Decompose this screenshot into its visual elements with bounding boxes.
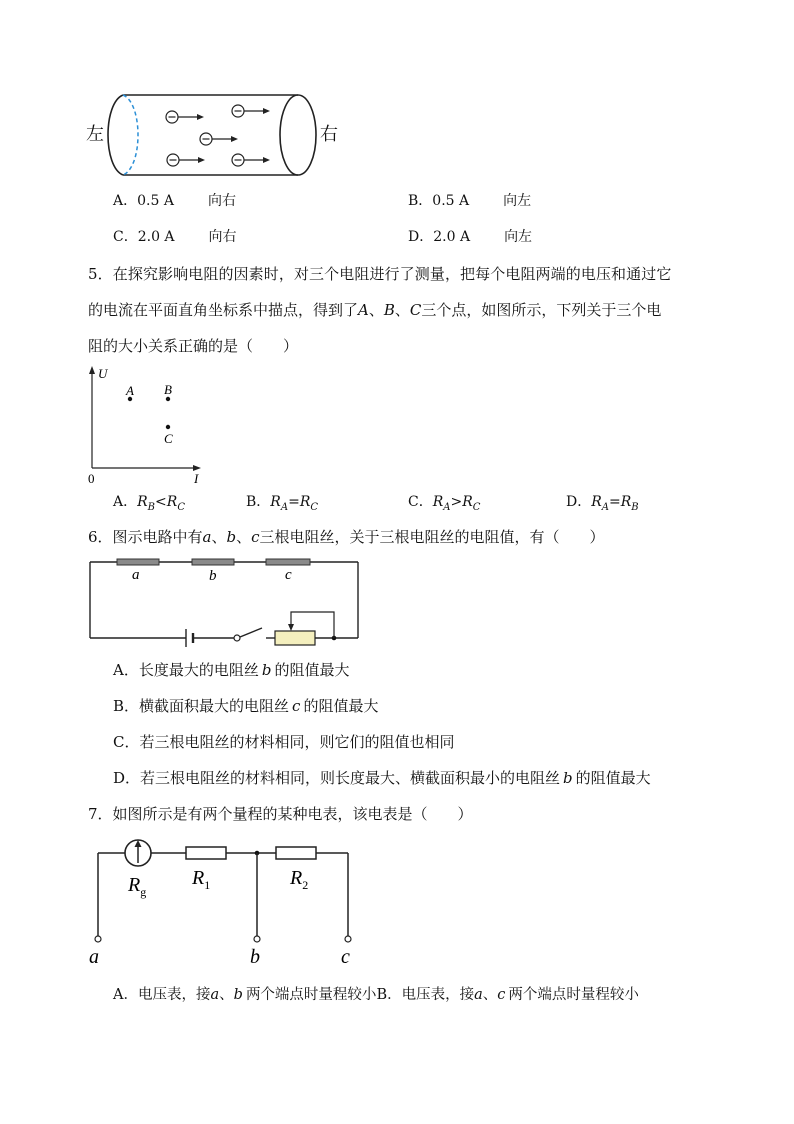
q5-option-c[interactable]: C．$R_A>R_C$ <box>408 494 481 513</box>
q5-option-b[interactable]: B．$R_A=R_C$ <box>246 494 319 513</box>
terminal-a <box>95 936 101 942</box>
terminal-b-label: b <box>250 946 260 968</box>
q6-option-b[interactable]: B．横截面积最大的电阻丝 c 的阻值最大 <box>113 697 379 715</box>
q7-option-b[interactable]: B．电压表，接a、c 两个端点时量程较小 <box>376 987 639 1003</box>
q5-stem-line1: 5．在探究影响电阻的因素时，对三个电阻进行了测量，把每个电阻两端的电压和通过它 <box>88 265 672 283</box>
wire-b-label: b <box>209 568 217 584</box>
wire-c <box>266 559 310 565</box>
q5-stem-line2: 的电流在平面直角坐标系中描点，得到了A、B、C三个点，如图所示，下列关于三个电 <box>88 301 662 319</box>
point-b-label: B <box>164 382 172 397</box>
q5-option-a[interactable]: A．$R_B<R_C$ <box>113 494 185 513</box>
q6-option-c[interactable]: C．若三根电阻丝的材料相同，则它们的阻值也相同 <box>113 733 455 751</box>
terminal-b <box>254 936 260 942</box>
left-label: 左 <box>86 124 104 145</box>
resistor-r1 <box>186 847 226 859</box>
switch-blade <box>240 628 262 637</box>
q6-option-a[interactable]: A．长度最大的电阻丝 b 的阻值最大 <box>113 661 350 679</box>
r2-label: $R_2$ <box>290 867 309 892</box>
point-c <box>166 425 170 429</box>
rg-label: $R_g$ <box>128 874 147 899</box>
electron-5 <box>232 154 270 166</box>
electron-1 <box>166 111 204 123</box>
q5-option-d[interactable]: D．$R_A=R_B$ <box>566 494 639 513</box>
q4-option-b[interactable]: B．0.5 A 向左 <box>408 193 532 209</box>
meter-circuit <box>0 835 794 975</box>
electron-2 <box>232 105 270 117</box>
q6-stem: 6．图示电路中有a、b、c三根电阻丝，关于三根电阻丝的电阻值，有（ ） <box>88 528 605 546</box>
q5-stem-line3: 阻的大小关系正确的是（ ） <box>88 337 299 355</box>
q4-option-a[interactable]: A．0.5 A 向右 <box>113 193 236 209</box>
q7-options-line <box>113 984 639 1006</box>
q7-option-a[interactable]: A．电压表，接a、b 两个端点时量程较小 <box>113 987 377 1003</box>
rheostat <box>275 631 315 645</box>
q4-option-c[interactable]: C．2.0 A 向右 <box>113 229 237 245</box>
x-axis-label: I <box>194 471 199 486</box>
wire-b <box>192 559 234 565</box>
point-a-label: A <box>126 383 134 398</box>
cylinder-figure <box>0 0 794 200</box>
resistor-r2 <box>276 847 316 859</box>
terminal-c-label: c <box>341 946 350 968</box>
electron-3 <box>200 133 238 145</box>
wire-a <box>117 559 159 565</box>
r1-label: $R_1$ <box>192 867 211 892</box>
q4-option-d[interactable]: D．2.0 A 向左 <box>408 229 533 245</box>
electron-4 <box>167 154 205 166</box>
wire-c-label: c <box>285 567 292 583</box>
y-axis-label: U <box>98 366 108 381</box>
resistor-wire-circuit <box>0 550 794 650</box>
q7-stem: 7．如图所示是有两个量程的某种电表，该电表是（ ） <box>88 805 473 823</box>
point-b <box>166 397 170 401</box>
terminal-a-label: a <box>89 946 99 968</box>
q6-option-d[interactable]: D．若三根电阻丝的材料相同，则长度最大、横截面积最小的电阻丝 b 的阻值最大 <box>113 769 651 787</box>
ui-graph <box>0 360 794 500</box>
origin-label: 0 <box>88 471 95 486</box>
wire-a-label: a <box>132 567 140 583</box>
right-label: 右 <box>320 124 338 145</box>
point-c-label: C <box>164 431 173 446</box>
terminal-c <box>345 936 351 942</box>
